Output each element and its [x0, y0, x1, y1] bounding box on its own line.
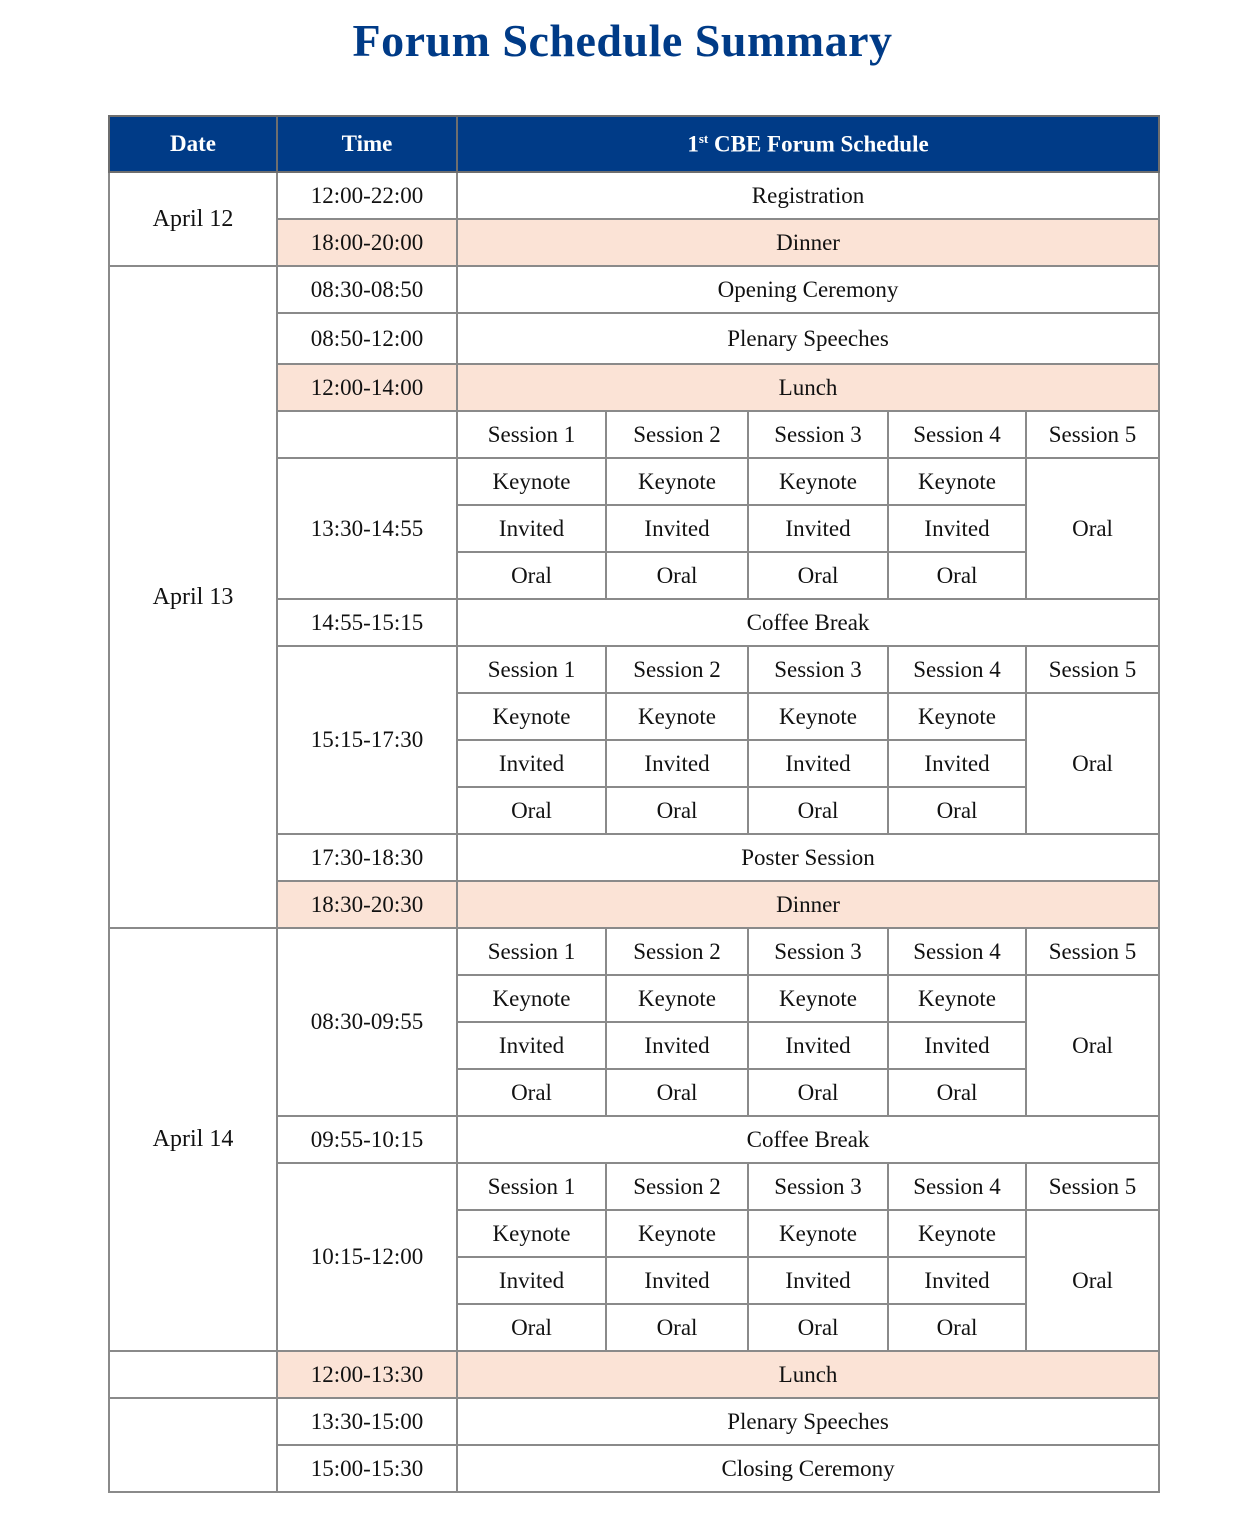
session-label: Session 3 [748, 928, 888, 975]
session-label: Session 4 [888, 928, 1026, 975]
time-cell: 17:30-18:30 [277, 834, 457, 881]
invited-cell: Invited [888, 505, 1026, 552]
time-cell: 15:00-15:30 [277, 1445, 457, 1492]
session-label: Session 3 [748, 411, 888, 458]
oral-cell: Oral [748, 787, 888, 834]
keynote-cell: Keynote [457, 458, 606, 505]
table-row [109, 1398, 1159, 1445]
event-cell: Opening Ceremony [457, 266, 1159, 313]
keynote-cell: Keynote [457, 1210, 606, 1257]
keynote-cell: Keynote [606, 693, 748, 740]
header-row [109, 116, 1159, 172]
invited-cell: Invited [606, 740, 748, 787]
invited-cell: Invited [457, 1022, 606, 1069]
event-cell: Lunch [457, 364, 1159, 411]
date-header: Date [109, 116, 277, 172]
session-label: Session 3 [748, 1163, 888, 1210]
session-header-row [109, 928, 1159, 975]
keynote-cell: Keynote [888, 693, 1026, 740]
event-cell: Poster Session [457, 834, 1159, 881]
session-label: Session 2 [606, 411, 748, 458]
date-cell [109, 1351, 277, 1398]
oral-cell: Oral [606, 552, 748, 599]
oral-cell: Oral [888, 1304, 1026, 1351]
date-cell: April 12 [109, 172, 277, 266]
keynote-cell: Keynote [606, 458, 748, 505]
invited-cell: Invited [457, 505, 606, 552]
time-header: Time [277, 116, 457, 172]
session-label: Session 4 [888, 1163, 1026, 1210]
oral-cell: Oral [748, 1069, 888, 1116]
session-label: Session 5 [1026, 411, 1159, 458]
oral-cell: Oral [457, 787, 606, 834]
keynote-cell: Keynote [748, 458, 888, 505]
time-cell [277, 411, 457, 458]
event-cell: Dinner [457, 881, 1159, 928]
invited-cell: Invited [606, 1257, 748, 1304]
time-cell: 12:00-22:00 [277, 172, 457, 219]
page-title: Forum Schedule Summary [352, 15, 893, 66]
event-cell: Dinner [457, 219, 1159, 266]
keynote-cell: Keynote [748, 975, 888, 1022]
date-cell: April 13 [109, 266, 277, 928]
session-label: Session 1 [457, 928, 606, 975]
keynote-cell: Keynote [457, 693, 606, 740]
keynote-cell: Keynote [606, 975, 748, 1022]
oral-cell: Oral [1026, 693, 1159, 834]
invited-cell: Invited [888, 740, 1026, 787]
keynote-cell: Keynote [748, 693, 888, 740]
event-cell: Closing Ceremony [457, 1445, 1159, 1492]
event-cell: Plenary Speeches [457, 1398, 1159, 1445]
oral-cell: Oral [1026, 975, 1159, 1116]
event-cell: Registration [457, 172, 1159, 219]
table-row [109, 172, 1159, 219]
time-cell: 18:00-20:00 [277, 219, 457, 266]
time-cell: 13:30-15:00 [277, 1398, 457, 1445]
invited-cell: Invited [748, 740, 888, 787]
time-cell: 12:00-14:00 [277, 364, 457, 411]
oral-cell: Oral [748, 552, 888, 599]
oral-cell: Oral [457, 1304, 606, 1351]
keynote-cell: Keynote [748, 1210, 888, 1257]
oral-cell: Oral [1026, 1210, 1159, 1351]
invited-cell: Invited [606, 1022, 748, 1069]
session-label: Session 2 [606, 646, 748, 693]
session-label: Session 4 [888, 411, 1026, 458]
date-cell: April 14 [109, 928, 277, 1351]
oral-cell: Oral [606, 1304, 748, 1351]
oral-cell: Oral [888, 787, 1026, 834]
event-cell: Plenary Speeches [457, 313, 1159, 364]
time-cell: 12:00-13:30 [277, 1351, 457, 1398]
keynote-cell: Keynote [606, 1210, 748, 1257]
session-label: Session 4 [888, 646, 1026, 693]
session-label: Session 1 [457, 646, 606, 693]
session-label: Session 2 [606, 928, 748, 975]
event-cell: Coffee Break [457, 599, 1159, 646]
oral-cell: Oral [457, 1069, 606, 1116]
oral-cell: Oral [888, 1069, 1026, 1116]
oral-cell: Oral [748, 1304, 888, 1351]
date-cell [109, 1398, 277, 1492]
session-label: Session 5 [1026, 646, 1159, 693]
oral-cell: Oral [606, 787, 748, 834]
session-label: Session 1 [457, 1163, 606, 1210]
oral-cell: Oral [888, 552, 1026, 599]
schedule-header: 1st CBE Forum Schedule [457, 116, 1159, 172]
table-row [109, 1351, 1159, 1398]
invited-cell: Invited [457, 1257, 606, 1304]
time-cell: 08:30-09:55 [277, 928, 457, 1116]
keynote-cell: Keynote [888, 1210, 1026, 1257]
oral-cell: Oral [457, 552, 606, 599]
invited-cell: Invited [606, 505, 748, 552]
invited-cell: Invited [888, 1022, 1026, 1069]
time-cell: 08:50-12:00 [277, 313, 457, 364]
oral-cell: Oral [606, 1069, 748, 1116]
invited-cell: Invited [748, 505, 888, 552]
oral-cell: Oral [1026, 458, 1159, 599]
invited-cell: Invited [457, 740, 606, 787]
time-cell: 13:30-14:55 [277, 458, 457, 599]
table-row [109, 266, 1159, 313]
schedule-table [108, 115, 1160, 1493]
session-label: Session 1 [457, 411, 606, 458]
keynote-cell: Keynote [457, 975, 606, 1022]
invited-cell: Invited [748, 1022, 888, 1069]
time-cell: 08:30-08:50 [277, 266, 457, 313]
invited-cell: Invited [888, 1257, 1026, 1304]
time-cell: 15:15-17:30 [277, 646, 457, 834]
time-cell: 09:55-10:15 [277, 1116, 457, 1163]
time-cell: 18:30-20:30 [277, 881, 457, 928]
keynote-cell: Keynote [888, 975, 1026, 1022]
session-label: Session 3 [748, 646, 888, 693]
keynote-cell: Keynote [888, 458, 1026, 505]
invited-cell: Invited [748, 1257, 888, 1304]
event-cell: Lunch [457, 1351, 1159, 1398]
event-cell: Coffee Break [457, 1116, 1159, 1163]
session-label: Session 2 [606, 1163, 748, 1210]
time-cell: 10:15-12:00 [277, 1163, 457, 1351]
session-label: Session 5 [1026, 928, 1159, 975]
session-label: Session 5 [1026, 1163, 1159, 1210]
time-cell: 14:55-15:15 [277, 599, 457, 646]
